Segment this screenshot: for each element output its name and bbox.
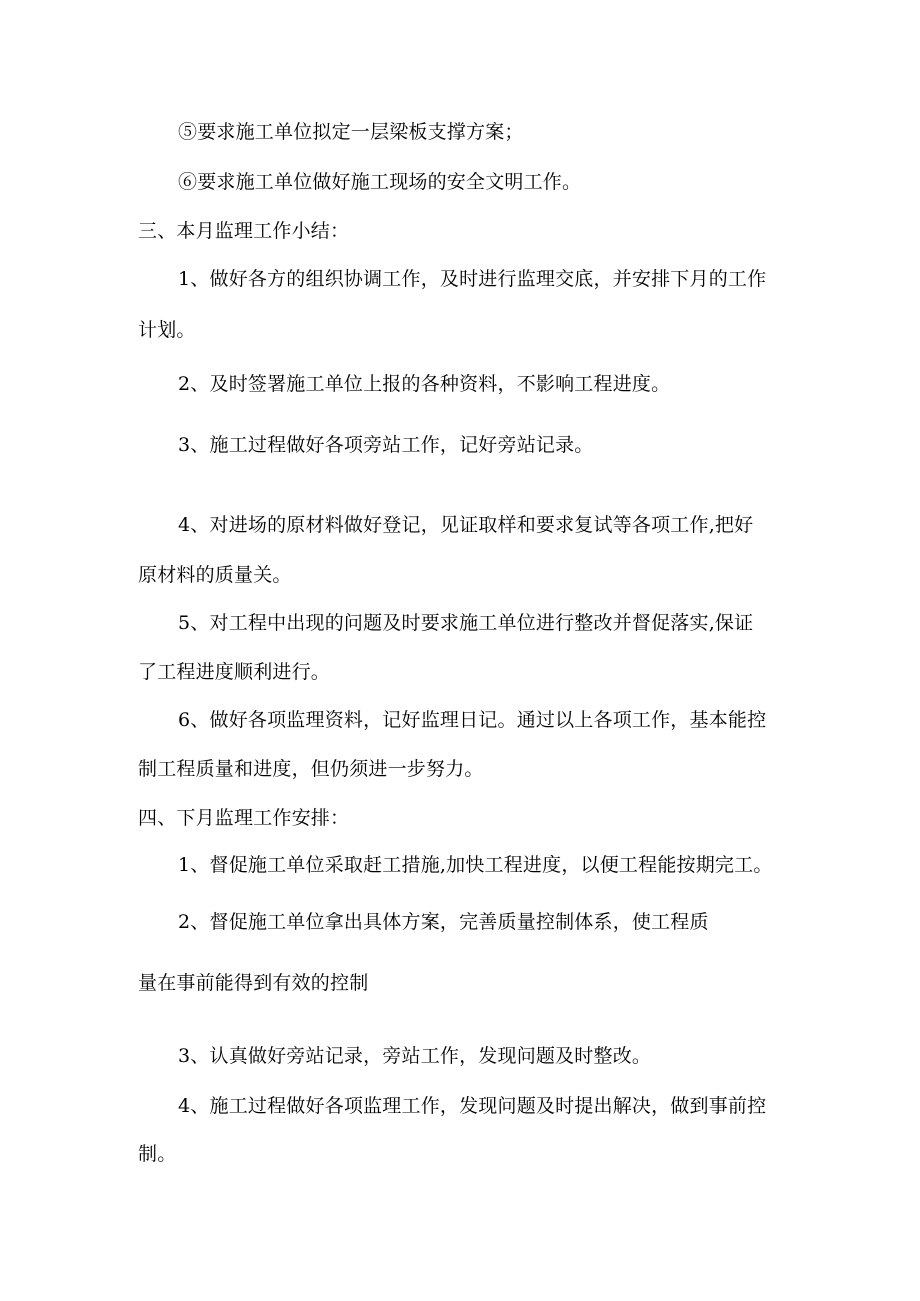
section-3-item-6-line-1: 6、做好各项监理资料，记好监理日记。通过以上各项工作，基本能控: [178, 709, 767, 731]
section-3-item-1-line-1: 1、做好各方的组织协调工作，及时进行监理交底，并安排下月的工作: [178, 268, 767, 290]
section-3-item-5-line-1: 5、对工程中出现的问题及时要求施工单位进行整改并督促落实,保证: [178, 612, 754, 634]
section-4-item-3: 3、认真做好旁站记录，旁站工作，发现问题及时整改。: [178, 1045, 652, 1067]
section-3-item-4-line-2: 原材料的质量关。: [138, 564, 292, 586]
section-4-heading: 四、下月监理工作安排：: [138, 807, 350, 829]
section-4-item-1: 1、督促施工单位采取赶工措施,加快工程进度，以便工程能按期完工。: [178, 854, 773, 876]
section-3-item-4-line-1: 4、对进场的原材料做好登记，见证取样和要求复试等各项工作,把好: [178, 514, 754, 536]
section-3-item-1-line-2: 计划。: [138, 319, 196, 341]
section-3-item-3: 3、施工过程做好各项旁站工作，记好旁站记录。: [178, 434, 594, 456]
section-4-item-2-line-1: 2、督促施工单位拿出具体方案，完善质量控制体系，使工程质: [178, 911, 709, 933]
section-4-item-4-line-1: 4、施工过程做好各项监理工作，发现问题及时提出解决，做到事前控: [178, 1095, 767, 1117]
item-6-text: ⑥要求施工单位做好施工现场的安全文明工作。: [178, 171, 582, 193]
section-4-item-2-line-2: 量在事前能得到有效的控制: [138, 972, 369, 994]
section-3-heading: 三、本月监理工作小结：: [138, 220, 350, 242]
section-3-item-2: 2、及时签署施工单位上报的各种资料，不影响工程进度。: [178, 373, 671, 395]
section-3-item-5-line-2: 了工程进度顺利进行。: [138, 661, 331, 683]
section-4-item-4-line-2: 制。: [138, 1143, 177, 1165]
section-3-item-6-line-2: 制工程质量和进度，但仍须进一步努力。: [138, 758, 484, 780]
item-5-text: ⑤要求施工单位拟定一层梁板支撑方案；: [178, 121, 524, 143]
